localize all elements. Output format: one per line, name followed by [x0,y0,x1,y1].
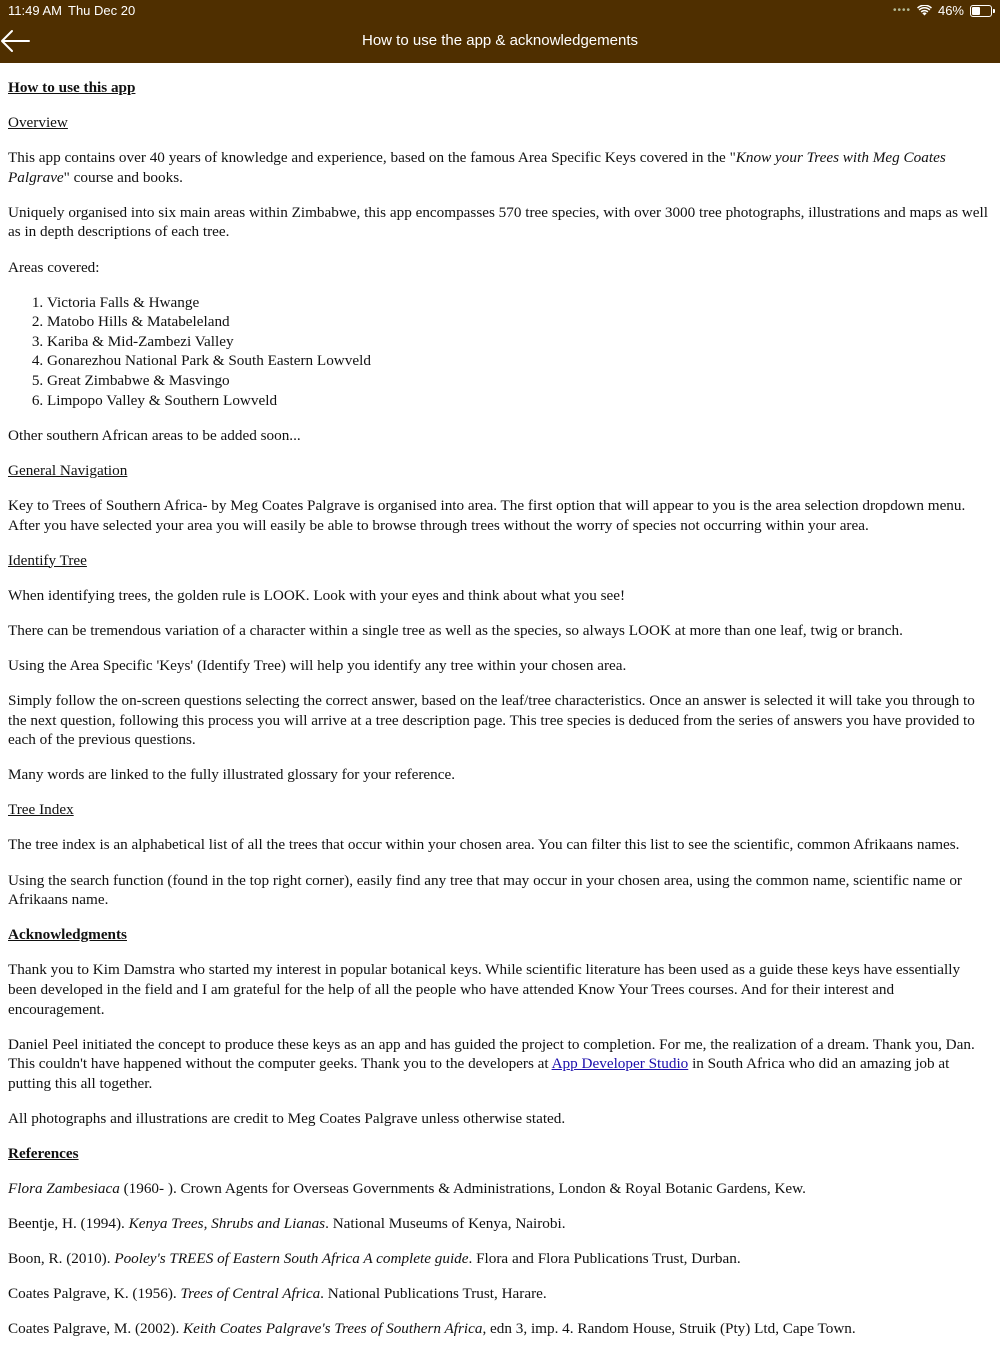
heading-general-navigation: General Navigation [8,461,128,479]
status-bar [0,0,1000,22]
status-time: 11:49 AM [8,3,62,18]
paragraph-identify-1: When identifying trees, the golden rule is LOOK. Look with your eyes and think about what you see! [8,586,626,604]
reference-3: Boon, R. (2010). Pooley's TREES of Eastern South Africa A complete guide. Flora and Flora Publications Trust, Durban. [8,1250,741,1268]
list-item: 4. Gonarezhou National Park & South Eastern Lowveld [47,351,992,371]
page-title: How to use the app & acknowledgements [362,32,638,49]
paragraph-index-2: Using the search function (found in the top right corner), easily find any tree that may occur in your chosen area, using the common name, scientific name or Afrikaans name. [8,871,962,909]
status-right [893,3,992,18]
top-bar [0,0,1000,63]
cellular-dots-icon: •••• [892,5,911,16]
list-item: 6. Limpopo Valley & Southern Lowveld [47,391,992,411]
heading-overview: Overview [8,114,68,132]
heading-acknowledgments: Acknowledgments [8,926,127,944]
heading-references: References [8,1144,79,1162]
battery-percent: 46% [937,3,964,18]
paragraph-ack-3: All photographs and illustrations are credit to Meg Coates Palgrave unless otherwise stated. [8,1109,566,1127]
reference-5: Coates Palgrave, M. (2002). Keith Coates Palgrave's Trees of Southern Africa, edn 3, imp. 4. Random House, Struik (Pty) Ltd, Cape Town. [8,1320,856,1338]
paragraph-identify-2: There can be tremendous variation of a character within a single tree as well as the species, so always LOOK at more than one leaf, twig or branch. [8,621,903,639]
paragraph-ack-2: Daniel Peel initiated the concept to produce these keys as an app and has guided the project to completion. For me, the realization of a dream. Thank you, Dan. This couldn't have happened without the computer geeks. Thank you to the developers at App Developer Studio in South Africa who did an amazing job at putting this all together. [8,1035,975,1092]
paragraph-areas-covered: Areas covered: [8,258,100,276]
wifi-icon [917,5,932,16]
areas-list [8,293,992,411]
reference-4: Coates Palgrave, K. (1956). Trees of Central Africa. National Publications Trust, Harare. [8,1285,547,1303]
content [8,78,992,1355]
paragraph-identify-3: Using the Area Specific 'Keys' (Identify Tree) will help you identify any tree within your chosen area. [8,656,627,674]
paragraph-ack-1: Thank you to Kim Damstra who started my interest in popular botanical keys. While scientific literature has been used as a guide these keys have essentially been developed in the field and I am grateful for the help of all the people who have attended Know Your Trees courses. And for their interest and encouragement. [8,961,961,1018]
battery-icon [970,5,992,17]
list-item: 3. Kariba & Mid-Zambezi Valley [47,332,992,352]
nav-bar [0,22,1000,63]
battery-level [972,7,980,15]
reference-2: Beentje, H. (1994). Kenya Trees, Shrubs and Lianas. National Museums of Kenya, Nairobi. [8,1215,566,1233]
heading-how-to-use: How to use this app [8,79,136,96]
paragraph-navigation: Key to Trees of Southern Africa- by Meg Coates Palgrave is organised into area. The first option that will appear to you is the area selection dropdown menu. After you have selected your area you will easily be able to browse through trees without the worry of species not occurring within your area. [8,496,966,534]
paragraph-overview-1: This app contains over 40 years of knowledge and experience, based on the famous Area Specific Keys covered in the "Know your Trees with Meg Coates Palgrave" course and books. [8,149,946,186]
heading-tree-index: Tree Index [8,801,74,819]
paragraph-overview-2: Uniquely organised into six main areas within Zimbabwe, this app encompasses 570 tree species, with over 3000 tree photographs, illustrations and maps as well as in depth descriptions of each tree. [8,203,988,241]
paragraph-identify-5: Many words are linked to the fully illustrated glossary for your reference. [8,766,456,784]
heading-identify-tree: Identify Tree [8,551,87,569]
paragraph-index-1: The tree index is an alphabetical list of all the trees that occur within your chosen area. You can filter this list to see the scientific, common Afrikaans names. [8,836,960,854]
status-date: Thu Dec 20 [68,3,136,18]
list-item: 1. Victoria Falls & Hwange [47,293,992,313]
list-item: 2. Matobo Hills & Matabeleland [47,312,992,332]
app-developer-studio-link[interactable]: App Developer Studio [551,1055,689,1073]
list-item: 5. Great Zimbabwe & Masvingo [47,371,992,391]
reference-1: Flora Zambesiaca (1960- ). Crown Agents for Overseas Governments & Administrations, London & Royal Botanic Gardens, Kew. [8,1180,806,1198]
paragraph-other-areas: Other southern African areas to be added soon... [8,426,301,444]
paragraph-identify-4: Simply follow the on-screen questions selecting the correct answer, based on the leaf/tree characteristics. Once an answer is selected it will take you through to the next question, following this process you will arrive at a tree description page. This tree species is deduced from the series of answers you have provided to each of the previous questions. [8,691,975,749]
